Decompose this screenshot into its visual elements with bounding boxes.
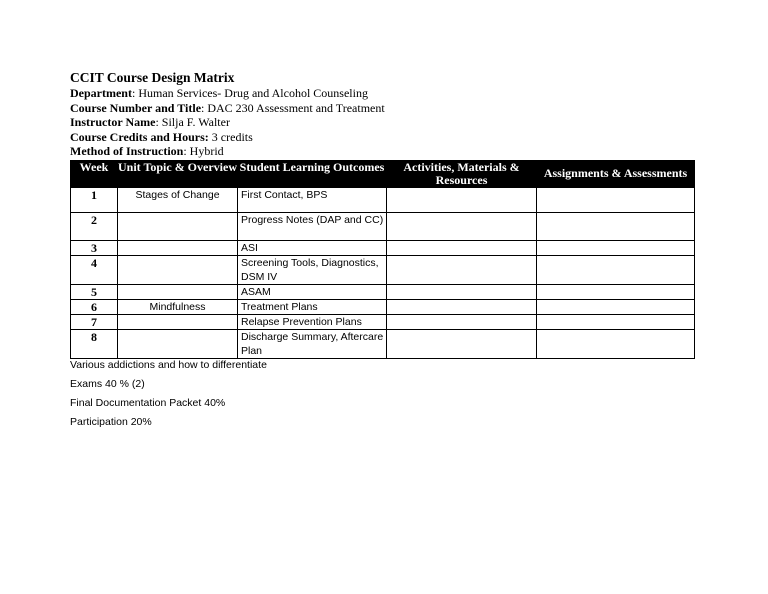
header-week: Week xyxy=(71,160,118,187)
activities-cell xyxy=(387,212,537,240)
activities-cell xyxy=(387,187,537,212)
table-row xyxy=(71,284,695,299)
outcome-cell: Progress Notes (DAP and CC) xyxy=(238,212,387,240)
notes-section xyxy=(70,359,694,428)
note-topic: Various addictions and how to differentiate xyxy=(70,358,267,371)
assignments-cell xyxy=(537,284,695,299)
table-row xyxy=(71,187,695,212)
week-cell: 6 xyxy=(71,299,118,314)
assignments-cell xyxy=(537,314,695,329)
topic-cell xyxy=(118,329,238,358)
header-unit-topic: Unit Topic & Overview xyxy=(118,160,238,187)
outcome-cell: Discharge Summary, Aftercare Plan xyxy=(238,329,387,358)
header-assignments: Assignments & Assessments xyxy=(537,160,695,187)
table-row xyxy=(71,329,695,358)
course-matrix-table xyxy=(70,160,695,359)
table-header-row xyxy=(71,160,695,187)
topic-cell xyxy=(118,212,238,240)
activities-cell xyxy=(387,255,537,284)
assignments-cell xyxy=(537,329,695,358)
week-cell: 1 xyxy=(71,187,118,212)
week-cell: 3 xyxy=(71,240,118,255)
topic-cell xyxy=(118,314,238,329)
activities-cell xyxy=(387,329,537,358)
topic-cell xyxy=(118,255,238,284)
instructor-label: Instructor Name xyxy=(70,115,156,129)
header-activities: Activities, Materials & Resources xyxy=(387,160,537,187)
activities-cell xyxy=(387,240,537,255)
topic-cell: Stages of Change xyxy=(118,187,238,212)
outcome-cell: ASI xyxy=(238,240,387,255)
course-info xyxy=(70,86,694,159)
table-row xyxy=(71,299,695,314)
table-row xyxy=(71,240,695,255)
week-cell: 5 xyxy=(71,284,118,299)
outcome-cell: Treatment Plans xyxy=(238,299,387,314)
table-row xyxy=(71,314,695,329)
outcome-cell: Relapse Prevention Plans xyxy=(238,314,387,329)
topic-cell xyxy=(118,284,238,299)
assignments-cell xyxy=(537,187,695,212)
outcome-cell: Screening Tools, Diagnostics, DSM IV xyxy=(238,255,387,284)
week-cell: 8 xyxy=(71,329,118,358)
activities-cell xyxy=(387,299,537,314)
credits-label: Course Credits and Hours: xyxy=(70,129,209,144)
week-cell: 4 xyxy=(71,255,118,284)
activities-cell xyxy=(387,314,537,329)
method-label: Method of Instruction xyxy=(70,144,184,158)
department-label: Department xyxy=(70,86,132,100)
document-title: CCIT Course Design Matrix xyxy=(70,70,235,85)
outcome-cell: ASAM xyxy=(238,284,387,299)
document xyxy=(70,70,694,428)
instructor-line xyxy=(70,115,694,130)
course-title-value: : DAC 230 Assessment and Treatment xyxy=(201,100,385,115)
topic-cell: Mindfulness xyxy=(118,299,238,314)
method-line xyxy=(70,144,694,159)
week-cell: 2 xyxy=(71,212,118,240)
table-row xyxy=(71,255,695,284)
note-participation: Participation 20% xyxy=(70,415,152,428)
activities-cell xyxy=(387,284,537,299)
assignments-cell xyxy=(537,255,695,284)
instructor-value: : Silja F. Walter xyxy=(155,115,230,129)
department-value: : Human Services- Drug and Alcohol Counseling xyxy=(131,86,368,100)
table-row xyxy=(71,212,695,240)
note-final-packet: Final Documentation Packet 40% xyxy=(70,396,226,409)
header-learning-outcomes: Student Learning Outcomes xyxy=(238,160,387,187)
credits-value: 3 credits xyxy=(208,129,253,144)
assignments-cell xyxy=(537,212,695,240)
note-exams: Exams 40 % (2) xyxy=(70,377,145,390)
course-title-label: Course Number and Title xyxy=(70,100,202,115)
method-value: : Hybrid xyxy=(183,144,224,158)
assignments-cell xyxy=(537,240,695,255)
outcome-cell: First Contact, BPS xyxy=(238,187,387,212)
week-cell: 7 xyxy=(71,314,118,329)
assignments-cell xyxy=(537,299,695,314)
course-title-line xyxy=(70,101,694,116)
department-line xyxy=(70,86,694,101)
credits-line xyxy=(70,130,694,145)
topic-cell xyxy=(118,240,238,255)
